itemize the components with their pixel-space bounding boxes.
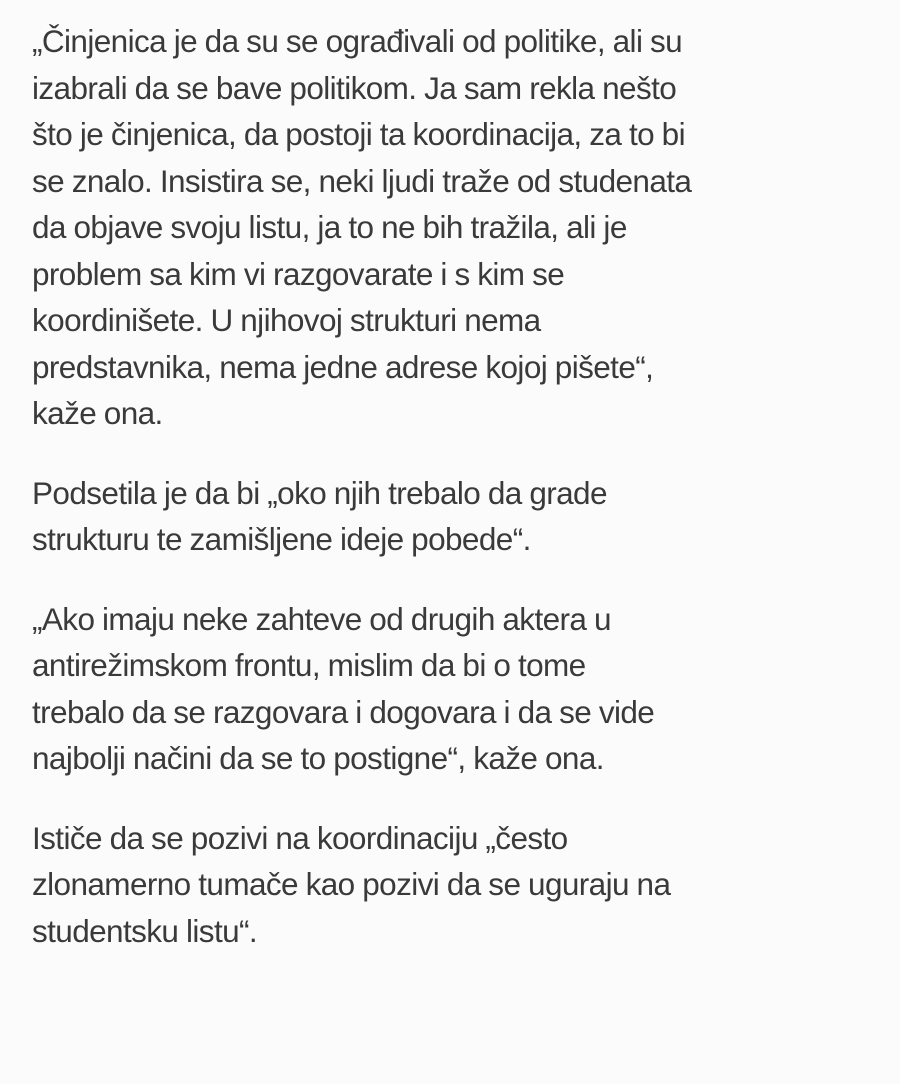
text-line: koordinišete. U njihovoj strukturi nema bbox=[32, 302, 541, 338]
text-line: trebalo da se razgovara i dogovara i da se vide bbox=[32, 693, 655, 730]
text-line: studentsku listu“. bbox=[32, 912, 258, 949]
text-line: što je činjenica, da postoji ta koordinacija, za to bi bbox=[32, 116, 685, 152]
paragraph-quote-coordination bbox=[32, 18, 892, 437]
text-line: problem sa kim vi razgovarate i s kim se bbox=[32, 255, 565, 292]
paragraph-student-list bbox=[32, 815, 892, 955]
text-line: Podsetila je da bi „oko njih trebalo da grade bbox=[32, 474, 607, 511]
text-line: izabrali da se bave politikom. Ja sam rekla nešto bbox=[32, 69, 677, 106]
text-line: „Ako imaju neke zahteve od drugih aktera u bbox=[32, 600, 611, 637]
text-line: antirežimskom frontu, mislim da bi o tome bbox=[32, 647, 586, 683]
text-line: se znalo. Insistira se, neki ljudi traže od studenata bbox=[32, 162, 692, 199]
text-line: da objave svoju listu, ja to ne bih tražila, ali je bbox=[32, 209, 627, 245]
text-line: kaže ona. bbox=[32, 395, 163, 431]
text-line: strukturu te zamišljene ideje pobede“. bbox=[32, 521, 531, 557]
text-line: predstavnika, nema jedne adrese kojoj pišete“, bbox=[32, 348, 654, 385]
paragraph-quote-demands bbox=[32, 596, 892, 782]
text-line: Ističe da se pozivi na koordinaciju „često bbox=[32, 819, 568, 856]
text-line: „Činjenica je da su se ograđivali od politike, ali su bbox=[32, 23, 683, 59]
paragraph-structure bbox=[32, 470, 892, 563]
article-body bbox=[32, 18, 892, 987]
text-line: najbolji načini da se to postigne“, kaže ona. bbox=[32, 740, 604, 776]
text-line: zlonamerno tumače kao pozivi da se uguraju na bbox=[32, 866, 671, 902]
